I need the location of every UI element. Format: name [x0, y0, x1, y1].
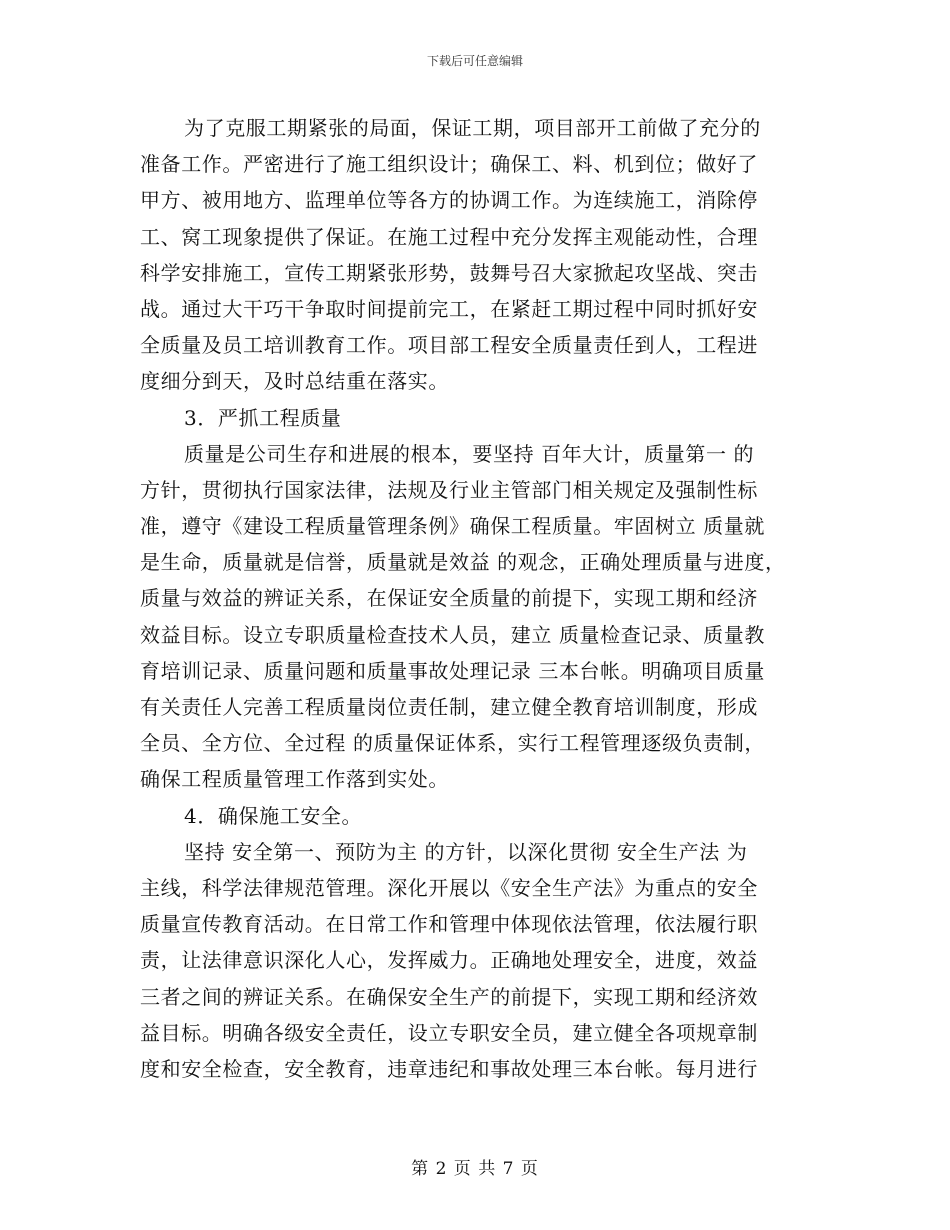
paragraph-line: 准，遵守《建设工程质量管理条例》确保工程质量。牢固树立 质量就 [140, 514, 765, 539]
paragraph-line: 主线，科学法律规范管理。深化开展以《安全生产法》为重点的安全 [140, 875, 758, 900]
paragraph-line: 战。通过大干巧干争取时间提前完工，在紧赶工期过程中同时抓好安 [140, 296, 758, 321]
section-heading: 4．确保施工安全。 [184, 803, 363, 828]
paragraph-line: 工、窝工现象提供了保证。在施工过程中充分发挥主观能动性，合理 [140, 224, 758, 249]
paragraph-line: 质量与效益的辨证关系，在保证安全质量的前提下，实现工期和经济 [140, 586, 758, 611]
paragraph-line: 益目标。明确各级安全责任，设立专职安全员，建立健全各项规章制 [140, 1020, 758, 1045]
paragraph-line: 甲方、被用地方、监理单位等各方的协调工作。为连续施工，消除停 [140, 188, 758, 213]
page-header: 下载后可任意编辑 [426, 54, 523, 68]
paragraph-line: 确保工程质量管理工作落到实处。 [140, 767, 449, 792]
paragraph-line: 三者之间的辨证关系。在确保安全生产的前提下，实现工期和经济效 [140, 984, 758, 1009]
paragraph-line: 是生命，质量就是信誉，质量就是效益 的观念，正确处理质量与进度， [140, 550, 786, 575]
paragraph-line: 育培训记录、质量问题和质量事故处理记录 三本台帐。明确项目质量 [140, 658, 765, 683]
paragraph-line: 全质量及员工培训教育工作。项目部工程安全质量责任到人，工程进 [140, 333, 758, 358]
paragraph-line: 效益目标。设立专职质量检查技术人员，建立 质量检查记录、质量教 [140, 622, 765, 647]
paragraph-line: 质量宣传教育活动。在日常工作和管理中体现依法管理，依法履行职 [140, 912, 758, 937]
paragraph-line: 准备工作。严密进行了施工组织设计；确保工、料、机到位；做好了 [140, 152, 758, 177]
paragraph-line: 科学安排施工，宣传工期紧张形势，鼓舞号召大家掀起攻坚战、突击 [140, 260, 758, 285]
paragraph-line: 度和安全检查，安全教育，违章违纪和事故处理三本台帐。每月进行 [140, 1056, 758, 1081]
section-heading: 3．严抓工程质量 [184, 405, 342, 430]
page-number-footer: 第 2 页 共 7 页 [411, 1159, 539, 1179]
paragraph-line: 责，让法律意识深化人心，发挥威力。正确地处理安全，进度，效益 [140, 948, 758, 973]
paragraph-line: 质量是公司生存和进展的根本，要坚持 百年大计，质量第一 的 [184, 441, 755, 466]
paragraph-line: 度细分到天，及时总结重在落实。 [140, 369, 449, 394]
paragraph-line: 坚持 安全第一、预防为主 的方针，以深化贯彻 安全生产法 为 [184, 839, 748, 864]
paragraph-line: 为了克服工期紧张的局面，保证工期，项目部开工前做了充分的 [184, 116, 761, 140]
paragraph-line: 方针，贯彻执行国家法律，法规及行业主管部门相关规定及强制性标 [140, 477, 758, 502]
paragraph-line: 有关责任人完善工程质量岗位责任制，建立健全教育培训制度，形成 [140, 695, 758, 719]
paragraph-line: 全员、全方位、全过程 的质量保证体系，实行工程管理逐级负责制， [140, 731, 765, 756]
document-body [140, 110, 808, 1087]
